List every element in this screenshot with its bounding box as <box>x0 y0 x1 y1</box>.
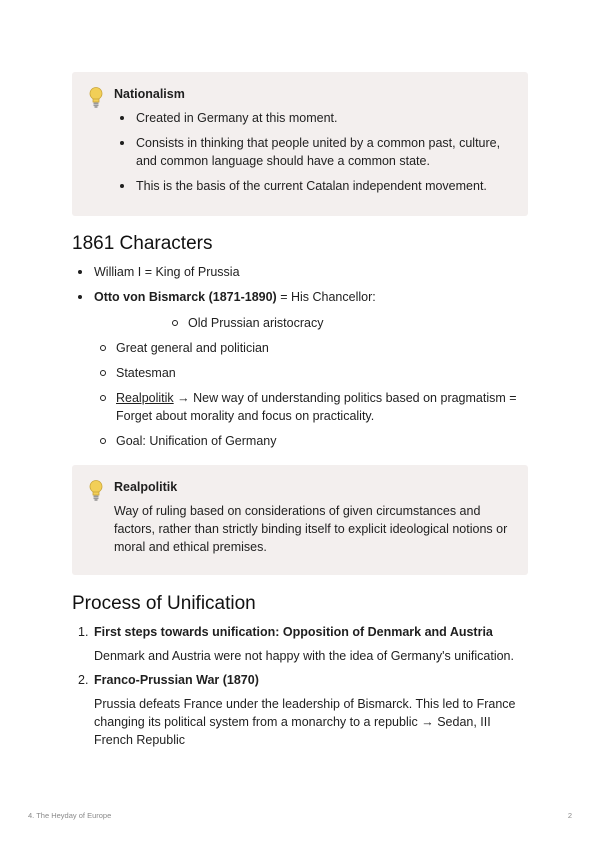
list-item <box>72 671 528 749</box>
list-item <box>72 623 528 665</box>
list-item: Consists in thinking that people united by a common past, culture, and common language should have a common state. <box>114 134 514 170</box>
item-description: Denmark and Austria were not happy with the idea of Germany's unification. <box>94 649 514 663</box>
item-text: William I = King of Prussia <box>94 265 240 279</box>
lightbulb-icon <box>88 479 104 501</box>
callout-realpolitik <box>72 465 528 575</box>
item-number: 1. <box>78 625 89 639</box>
item-text: → New way of understanding politics based on pragmatism = Forget about morality and focus on practicality. <box>116 391 517 423</box>
list-item <box>94 339 528 357</box>
item-text: Great general and politician <box>116 341 269 355</box>
item-text: Statesman <box>116 366 176 380</box>
lightbulb-icon <box>88 86 104 108</box>
characters-list <box>72 263 528 313</box>
list-item: Created in Germany at this moment. <box>114 109 514 127</box>
bold-term: Otto von Bismarck (1871-1890) <box>94 290 277 304</box>
list-item <box>72 263 528 281</box>
item-title: Franco-Prussian War (1870) <box>94 673 259 687</box>
list-item <box>94 389 520 425</box>
item-text: = His Chancellor: <box>276 290 376 304</box>
page-number: 2 <box>567 811 572 820</box>
callout-body: Way of ruling based on considerations of given circumstances and factors, rather than strictly binding itself to explicit ideological notions or moral and ethical premises. <box>114 504 508 554</box>
item-number: 2. <box>78 673 89 687</box>
section-heading-unification: Process of Unification <box>72 593 256 614</box>
item-title: First steps towards unification: Opposition of Denmark and Austria <box>94 625 493 639</box>
callout-title: Nationalism <box>114 87 185 101</box>
realpolitik-link[interactable]: Realpolitik <box>116 391 174 405</box>
item-text: Old Prussian aristocracy <box>188 316 324 330</box>
list-item <box>94 364 528 382</box>
callout-title: Realpolitik <box>114 480 178 494</box>
item-description: Prussia defeats France under the leadership of Bismarck. This led to France changing its political system from a monarchy to a republic → Sedan, III French Republic <box>94 697 516 747</box>
list-item: This is the basis of the current Catalan independent movement. <box>114 177 514 195</box>
unification-list <box>72 623 528 755</box>
list-item <box>94 432 528 450</box>
footer-document-title: 4. The Heyday of Europe <box>28 811 112 820</box>
callout-nationalism <box>72 72 528 216</box>
bismarck-sublist <box>94 314 528 457</box>
callout-list <box>114 109 514 202</box>
list-item <box>166 314 600 332</box>
section-heading-characters: 1861 Characters <box>72 233 213 254</box>
list-item <box>72 288 528 306</box>
item-text: Goal: Unification of Germany <box>116 434 277 448</box>
